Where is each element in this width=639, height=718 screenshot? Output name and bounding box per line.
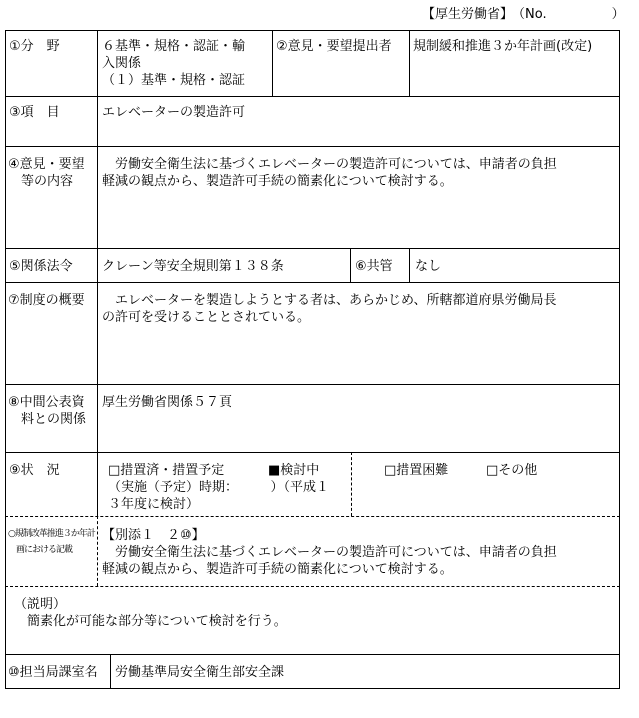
field-value-line2: 入関係 [102, 56, 142, 71]
jurisdiction-value: なし [415, 259, 442, 274]
ministry-label: 【厚生労働省】 [422, 7, 514, 22]
jurisdiction-label: ⑥共管 [355, 259, 393, 274]
interim-label-line2: 料との関係 [8, 412, 87, 427]
request-text-line1: 労働安全衛生法に基づくエレベーターの製造許可については、申請者の負担 [102, 157, 557, 172]
interim-label-line1: ⑧中間公表資 [8, 395, 85, 410]
system-text-line2: の許可を受けることとされている。 [102, 310, 311, 325]
office-value: 労働基準局安全衛生部安全課 [115, 665, 285, 680]
law-value: クレーン等安全規則第１３８条 [102, 259, 284, 274]
item-label: ③項 目 [9, 105, 60, 120]
plan-text-line1: 労働安全衛生法に基づくエレベーターの製造許可については、申請者の負担 [102, 545, 557, 560]
plan-reference: 【別添１ ２⑩】 [102, 528, 205, 543]
field-value-line1: ６基準・規格・認証・輸 [102, 39, 246, 54]
submitter-value: 規制緩和推進３か年計画(改定) [413, 39, 593, 54]
item-value: エレベーターの製造許可 [102, 105, 246, 120]
office-label: ⑩担当局課室名 [8, 665, 98, 680]
status-schedule-line1: （実施（予定）時期： ）（平成１ [108, 480, 330, 495]
request-text-line2: 軽減の観点から、製造許可手続の簡素化について検討する。 [102, 174, 453, 189]
status-option-under-review: ■検討中 [268, 463, 320, 478]
field-label: ①分 野 [9, 39, 60, 54]
interim-value: 厚生労働省関係５７頁 [102, 395, 233, 410]
system-text-line1: エレベーターを製造しようとする者は、あらかじめ、所轄都道府県労働局長 [102, 293, 557, 308]
status-option-implemented: □措置済・措置予定 [108, 463, 225, 478]
field-value-line3: （１）基準・規格・認証 [102, 73, 246, 88]
submitter-label: ②意見・要望提出者 [276, 39, 392, 54]
plan-text-line2: 軽減の観点から、製造許可手続の簡素化について検討する。 [102, 562, 453, 577]
explanation-label: （説明） [14, 597, 67, 612]
plan-label-line2: 画における記載 [8, 545, 73, 555]
plan-label-line1: ○規制改革推進３か年計 [8, 529, 95, 539]
system-label: ⑦制度の概要 [8, 293, 85, 308]
document-number: （No. ） [512, 7, 625, 22]
status-option-difficult: □措置困難 [384, 463, 449, 478]
status-label: ⑨状 況 [9, 463, 60, 478]
explanation-text: 簡素化が可能な部分等について検討を行う。 [14, 614, 287, 629]
law-label: ⑤関係法令 [9, 259, 73, 274]
request-label-line1: ④意見・要望 [8, 157, 85, 172]
request-label-line2: 等の内容 [8, 174, 74, 189]
status-schedule-line2: ３年度に検討） [108, 497, 200, 512]
status-option-other: □その他 [486, 463, 538, 478]
